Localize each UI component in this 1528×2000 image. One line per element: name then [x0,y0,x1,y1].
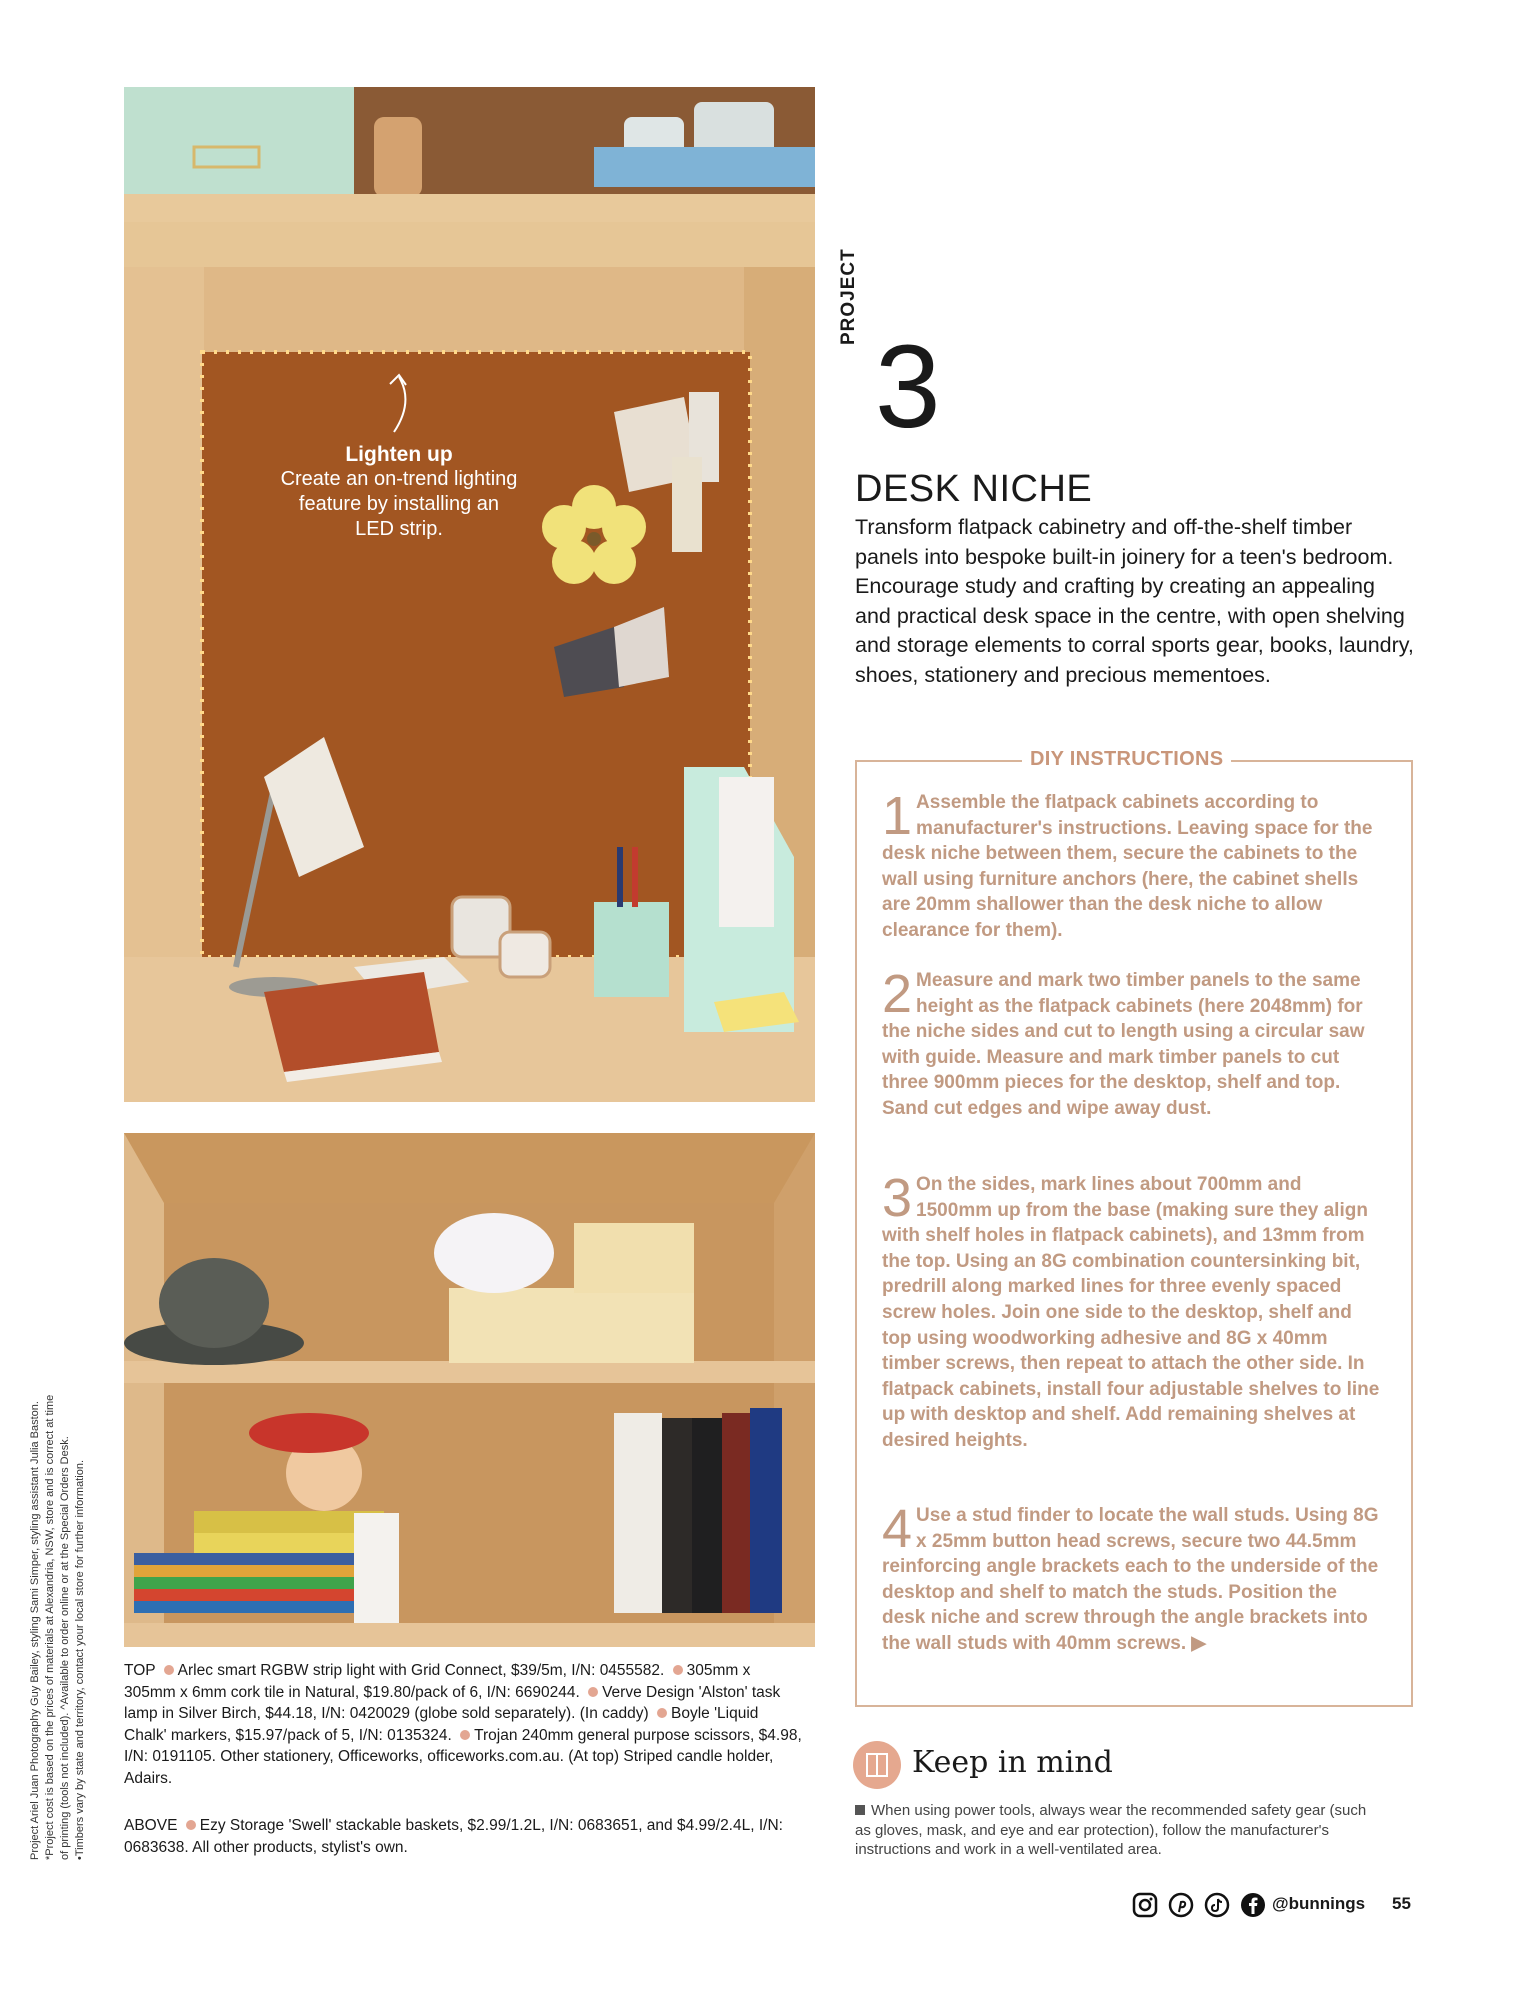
photo-desk-niche [124,87,815,1102]
credits-line: of printing (tools not included). ^Available to order online or at the Special Orders Desk. [59,1436,71,1860]
keep-in-mind-body: When using power tools, always wear the recommended safety gear (such as gloves, mask, and eye and ear protection), follow the manufacturer's instructions and work in a well-ventilated area. [855,1802,1367,1858]
diy-step-4 [882,1499,1382,1657]
caption-above [124,1815,804,1858]
caption-label: ABOVE [124,1817,178,1834]
book-icon [853,1741,901,1789]
keep-in-mind-heading: Keep in mind [912,1745,1113,1780]
caption-item: Ezy Storage 'Swell' stackable baskets, $2.99/1.2L, I/N: 0683651, and $4.99/2.4L, I/N: 0683638. All other products, stylist's own. [124,1817,783,1856]
diy-step-1 [882,786,1382,944]
lighten-up-callout [279,442,519,542]
caption-item: 305mm x 305mm x 6mm cork tile in Natural, $19.80/pack of 6, I/N: 6690244. [124,1662,751,1701]
step-number: 3 [882,1168,913,1228]
caption-item: Verve Design 'Alston' task lamp in Silver Birch, $44.18, I/N: 0420029 (globe sold separately). (In caddy) [124,1683,781,1722]
intro-paragraph: Transform flatpack cabinetry and off-the-shelf timber panels into bespoke built-in joinery for a teen's bedroom. Encourage study and crafting by creating an appealing and practical desk space in the centre, with open shelving and storage elements to corral sports gear, books, laundry, shoes, stationery and precious mementoes. [855,515,1414,687]
diy-heading: DIY INSTRUCTIONS [1022,748,1231,771]
project-label: PROJECT [838,248,859,345]
step-text: On the sides, mark lines about 700mm and 1500mm up from the base (making sure they align with shelf holes in flatpack cabinets), and 13mm from the top. Using an 8G combination countersinking bit, predrill along marked lines for three evenly spaced screw holes. Join one side to the desktop, shelf and top using woodworking adhesive and 8G x 40mm timber screws, then repeat to attach the other side. In flatpack cabinets, install four adjustable shelves to line up with desktop and shelf. Add remaining shelves at desired heights. [882,1174,1380,1451]
project-number: 3 [875,321,941,453]
credits-line: Project Ariel Juan Photography Guy Bailey, styling Sami Simper, styling assistant Julia Baston. [29,1401,41,1860]
step-number: 2 [882,964,913,1024]
desk-niche-illustration [124,87,815,1102]
social-handle[interactable]: @bunnings [1272,1894,1366,1913]
callout-heading: Lighten up [345,443,453,466]
caption-item: Boyle 'Liquid Chalk' markers, $15.97/pack of 5, I/N: 0135324. [124,1705,759,1744]
step-number: 1 [882,786,913,846]
callout-text: Create an on-trend lighting feature by installing an LED strip. [280,468,518,540]
caption-item: Trojan 240mm general purpose scissors, $4.98, I/N: 0191105. Other stationery, Officeworks, officeworks.com.au. (At top) Striped candle holder, Adairs. [124,1726,802,1787]
step-text: Use a stud finder to locate the wall studs. Using 8G x 25mm button head screws, secure two 44.5mm reinforcing angle brackets each to the underside of the desktop and shelf to match the studs. Position the desk niche and screw through the angle brackets into the wall studs with 40mm screws. [882,1505,1379,1654]
bullet-dot-icon [460,1730,470,1740]
bullet-dot-icon [588,1687,598,1697]
photo-shelves [124,1133,815,1647]
caption-top [124,1660,804,1789]
diy-step-3 [882,1168,1382,1454]
instagram-icon[interactable] [1132,1892,1158,1918]
bullet-dot-icon [673,1665,683,1675]
page-title: DESK NICHE [855,468,1093,510]
step-text: Assemble the flatpack cabinets according to manufacturer's instructions. Leaving space for the desk niche between them, secure the cabinets to the wall using furniture anchors (here, the cabinet shells are 20mm shallower than the desk niche to allow clearance for them). [882,792,1373,941]
bullet-dot-icon [186,1820,196,1830]
continue-arrow-icon: ▶ [1191,1632,1207,1654]
diy-step-2 [882,964,1382,1122]
keep-in-mind-text [855,1801,1375,1860]
credits-line: •Timbers vary by state and territory, contact your local store for further information. [74,1459,86,1860]
credits-line: *Project cost is based on the prices of materials at Alexandria, NSW, store and is correct at time [44,1394,56,1860]
square-bullet-icon [855,1805,865,1815]
page-number: 55 [1392,1894,1411,1913]
facebook-icon[interactable] [1240,1892,1266,1918]
bullet-dot-icon [164,1665,174,1675]
caption-label: TOP [124,1662,156,1679]
caption-item: Arlec smart RGBW strip light with Grid Connect, $39/5m, I/N: 0455582. [177,1662,665,1679]
step-number: 4 [882,1499,913,1559]
step-text: Measure and mark two timber panels to the same height as the flatpack cabinets (here 2048mm) for the niche sides and cut to length using a circular saw with guide. Measure and mark timber panels to cut three 900mm pieces for the desktop, shelf and top. Sand cut edges and wipe away dust. [882,970,1365,1119]
shelves-illustration [124,1133,815,1647]
photo-credits [28,1260,88,1860]
pinterest-icon[interactable] [1168,1892,1194,1918]
tiktok-icon[interactable] [1204,1892,1230,1918]
bullet-dot-icon [657,1708,667,1718]
